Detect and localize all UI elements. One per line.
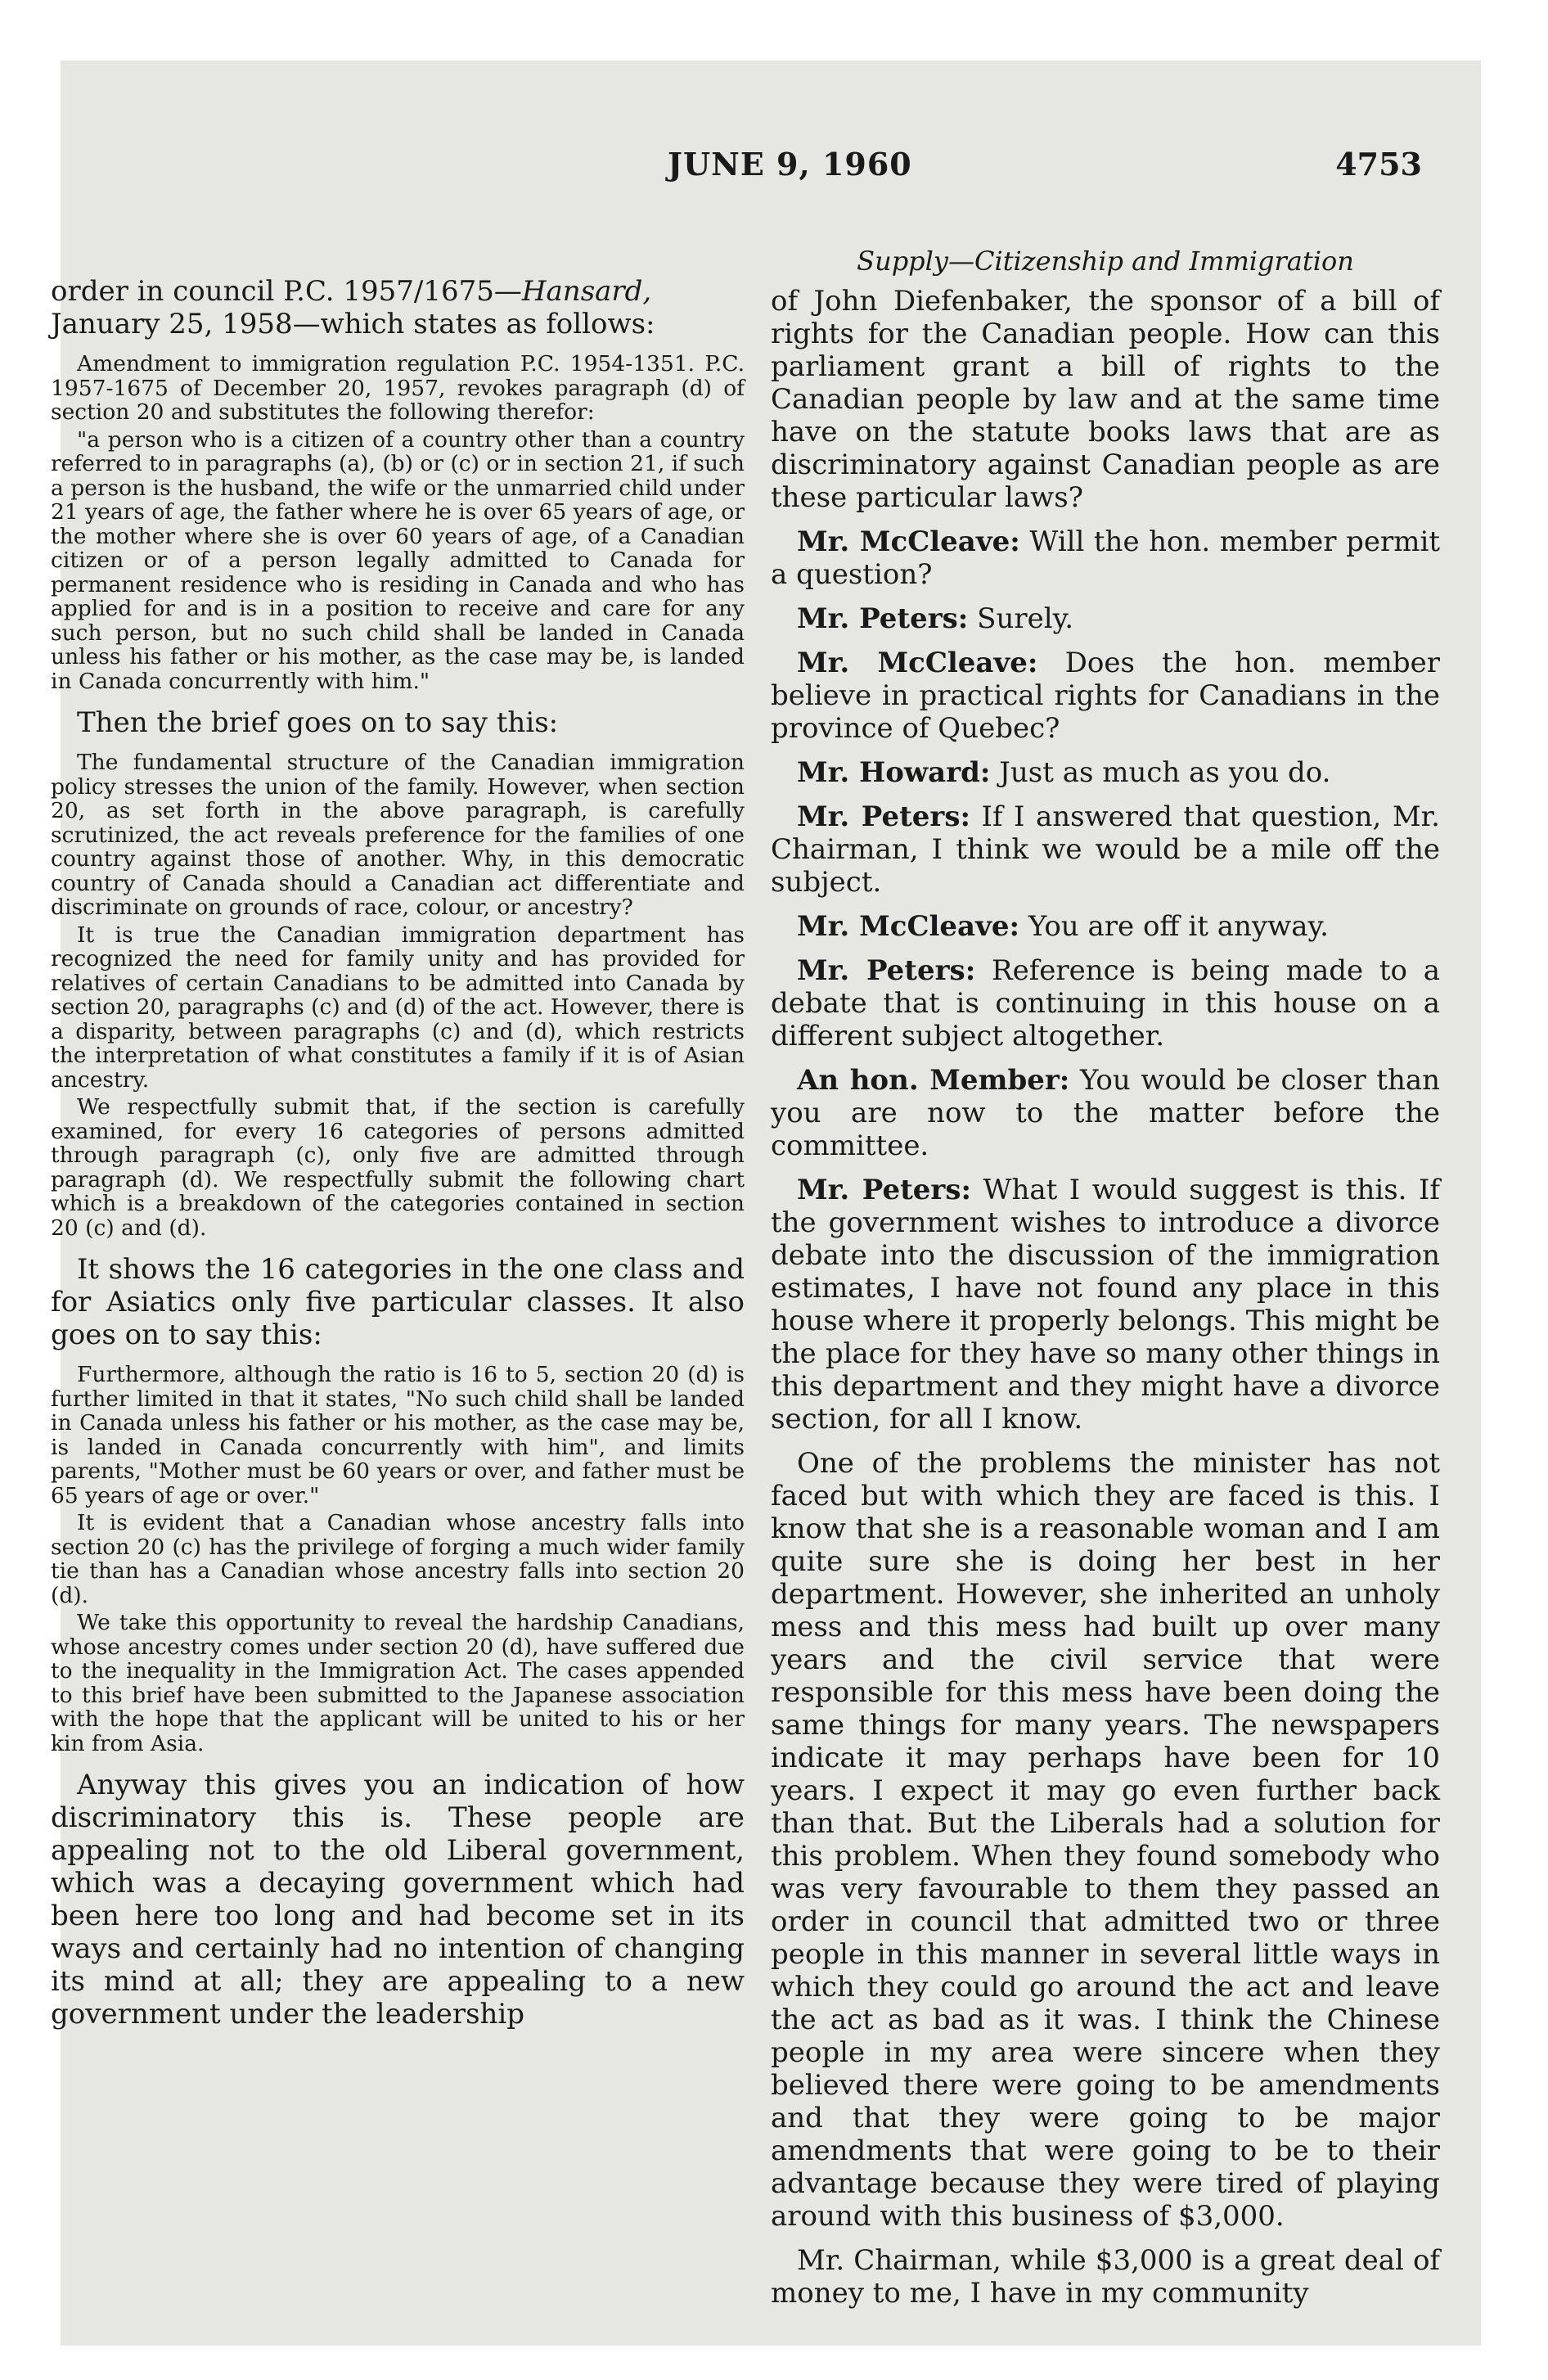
paragraph: order in council P.C. 1957/1675—Hansard, January 25, 1958—which states as follows:: [51, 275, 655, 340]
speech: Mr. McCleave: You are off it anyway.: [797, 910, 1329, 943]
speaker-name: Mr. McCleave:: [797, 647, 1038, 679]
speaker-name: Mr. Peters:: [797, 1174, 972, 1206]
speaker-name: Mr. Peters:: [797, 800, 971, 833]
quoted-paragraph: It is true the Canadian immigration department has recognized the need for family unity and has provided for relatives of certain Canadians to be admitted into Canada by section 20, paragraphs (c) and (d) of the act. However, there is a disparity, between paragraphs (c) and (d), which restricts the interpretation of what constitutes a family if it is of Asian ancestry.: [51, 922, 745, 1093]
scanned-page: [51, 61, 1481, 2346]
page-number: 4753: [1335, 146, 1422, 183]
speech: Mr. Peters: Surely.: [797, 602, 1074, 635]
paragraph: Anyway this gives you an indication of how discriminatory this is. These people are appealing not to the old Liberal government, which was a decaying government which had been here too long and had become set in its ways and certainly had no intention of changing its mind at all; they are appealing to a new government under the leadership: [51, 1769, 745, 2031]
quoted-paragraph: We take this opportunity to reveal the hardship Canadians, whose ancestry comes under section 20 (d), have suffered due to the inequality in the Immigration Act. The cases appended to this brief have been submitted to the Japanese association with the hope that the applicant will be united to his or her kin from Asia.: [51, 1610, 745, 1756]
speech: An hon. Member: You would be closer than you are now to the matter before the committee.: [771, 1064, 1441, 1162]
speaker-name: Mr. McCleave:: [797, 525, 1020, 558]
paragraph: One of the problems the minister has not faced but with which they are faced is this. I know that she is a reasonable woman and I am quite sure she is doing her best in her department. However, she inherited an unholy mess and this mess had built up over many years and the civil service that were responsible for this mess have been doing the same things for many years. The newspapers indicate it may perhaps have been for 10 years. I expect it may go even further back than that. But the Liberals had a solution for this problem. When they found somebody who was very favourable to them they passed an order in council that admitted two or three people in this manner in several little ways in which they could go around the act and leave the act as bad as it was. I think the Chinese people in my area were sincere when they believed there were going to be amendments and that they were going to be major amendments that were going to be to their advantage because they were tired of playing around with this business of $3,000.: [771, 1447, 1440, 2233]
speaker-name: Mr. McCleave:: [797, 910, 1020, 943]
quoted-paragraph: "a person who is a citizen of a country other than a country referred to in paragraphs (a), (b) or (c) or in section 21, if such a person is the husband, the wife or the unmarried child under 21 years of age, the father where he is over 65 years of age, or the mother where she is over 60 years of age, of a Canadian citizen or of a person legally admitted to Canada for permanent residence who is residing in Canada and who has applied for and is in a position to receive and care for any such person, but no such child shall be landed in Canada unless his father or his mother, as the case may be, is landed in Canada concurrently with him.": [51, 426, 745, 694]
paragraph: Mr. Chairman, while $3,000 is a great deal of money to me, I have in my community: [771, 2244, 1440, 2310]
speech: Mr. Peters: If I answered that question, Mr. Chairman, I think we would be a mile off the subject.: [771, 800, 1440, 899]
quoted-paragraph: It is evident that a Canadian whose ancestry falls into section 20 (c) has the privilege of forging a much wider family tie than has a Canadian whose ancestry falls into section 20 (d).: [51, 1510, 745, 1608]
left-column: [51, 275, 745, 2042]
quoted-paragraph: We respectfully submit that, if the section is carefully examined, for every 16 categories of persons admitted through paragraph (c), only five are admitted through paragraph (d). We respectfully submit the following chart which is a breakdown of the categories contained in section 20 (c) and (d).: [51, 1094, 745, 1241]
speaker-name: Mr. Peters:: [797, 602, 969, 635]
header-date: JUNE 9, 1960: [668, 146, 912, 183]
quoted-paragraph: Furthermore, although the ratio is 16 to 5, section 20 (d) is further limited in that it states, "No such child shall be landed in Canada unless his father or his mother, as the case may be, is landed in Canada concurrently with him", and limits parents, "Mother must be 60 years or over, and father must be 65 years of age or over.": [51, 1362, 745, 1508]
quoted-paragraph: The fundamental structure of the Canadian immigration policy stresses the union of the family. However, when section 20, as set forth in the above paragraph, is carefully scrutinized, the act reveals preference for the families of one country against those of another. Why, in this democratic country of Canada should a Canadian act differentiate and discriminate on grounds of race, colour, or ancestry?: [51, 750, 745, 920]
speaker-name: An hon. Member:: [797, 1064, 1070, 1097]
speaker-name: Mr. Howard:: [797, 756, 991, 789]
paragraph: Then the brief goes on to say this:: [77, 706, 559, 739]
speech: Mr. McCleave: Will the hon. member permit a question?: [771, 525, 1440, 591]
quoted-paragraph: Amendment to immigration regulation P.C. 1954-1351. P.C. 1957-1675 of December 20, 1957, revokes paragraph (d) of section 20 and substitutes the following therefor:: [51, 351, 745, 425]
paragraph: It shows the 16 categories in the one class and for Asiatics only five particular classes. It also goes on to say this:: [51, 1253, 745, 1351]
right-column: [771, 246, 1440, 2321]
section-subhead: Supply—Citizenship and Immigration: [857, 246, 1354, 277]
page-header: [61, 146, 1481, 195]
paragraph: of John Diefenbaker, the sponsor of a bill of rights for the Canadian people. How can this parliament grant a bill of rights to the Canadian people by law and at the same time have on the statute books laws that are as discriminatory against Canadian people as are these particular laws?: [771, 285, 1440, 514]
speech: Mr. McCleave: Does the hon. member believe in practical rights for Canadians in the province of Quebec?: [771, 647, 1440, 745]
speech: Mr. Howard: Just as much as you do.: [797, 756, 1331, 789]
speech: Mr. Peters: Reference is being made to a debate that is continuing in this house on a different subject altogether.: [771, 954, 1440, 1053]
speech: Mr. Peters: What I would suggest is this. If the government wishes to introduce a divorce debate into the discussion of the immigration estimates, I have not found any place in this house where it properly belongs. This might be the place for they have so many other things in this department and they might have a divorce section, for all I know.: [771, 1174, 1440, 1436]
speaker-name: Mr. Peters:: [797, 954, 976, 987]
